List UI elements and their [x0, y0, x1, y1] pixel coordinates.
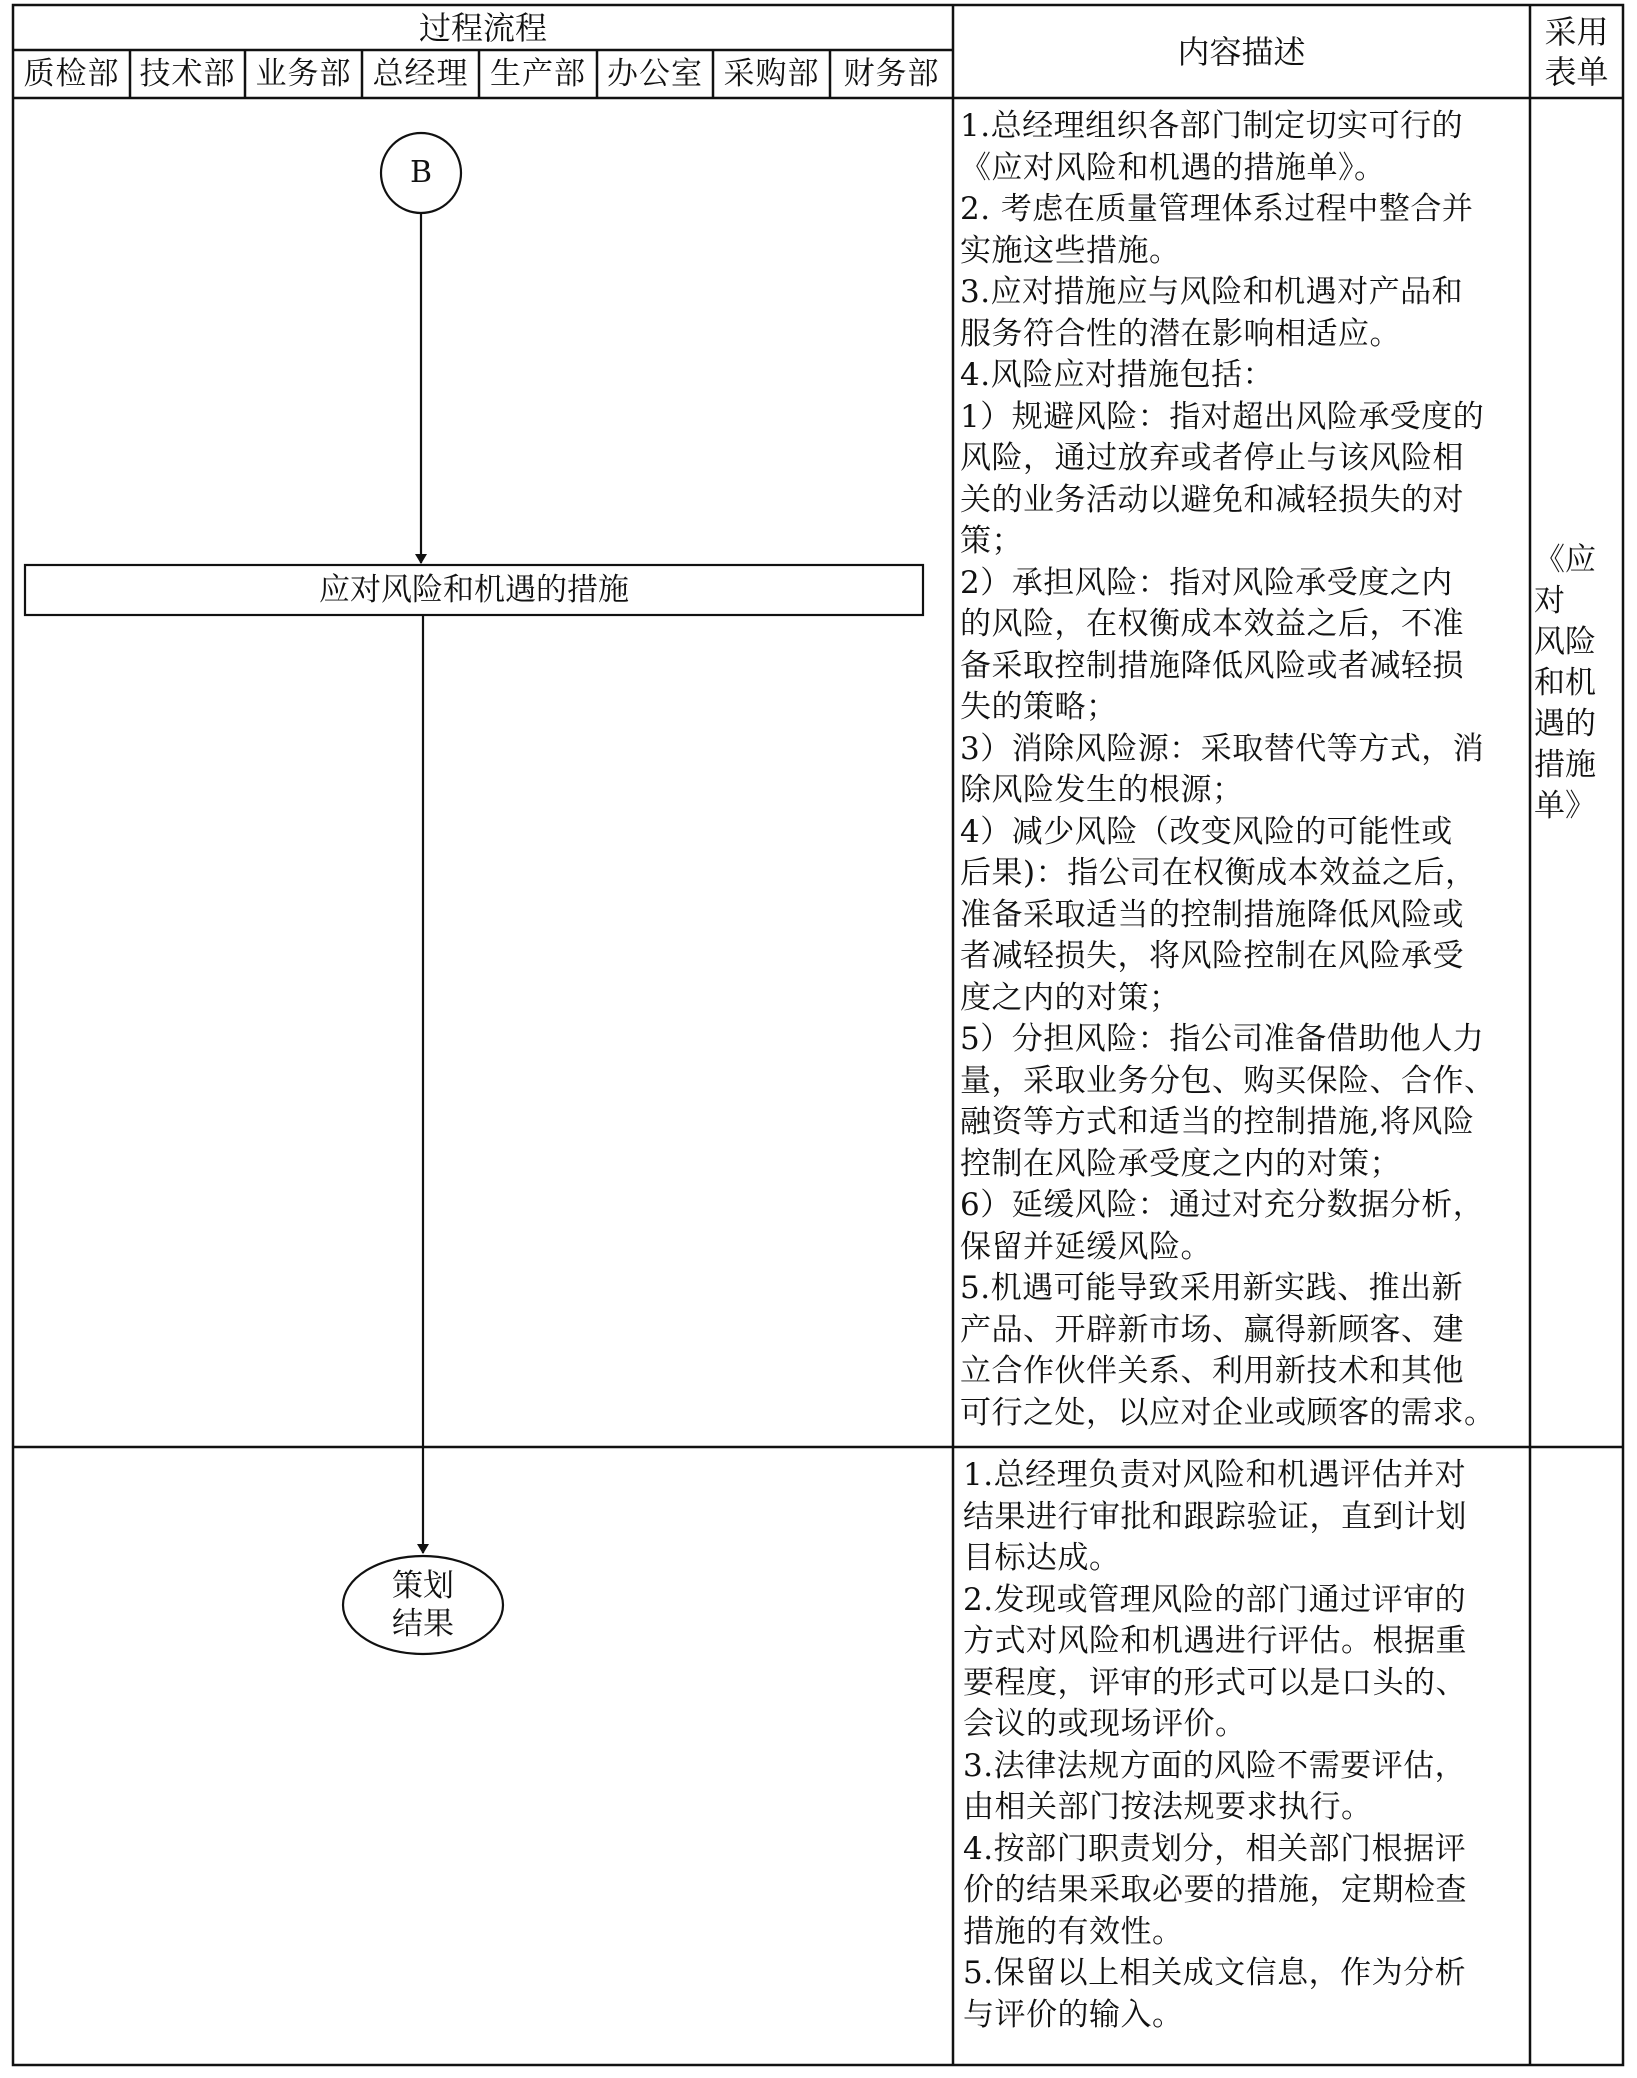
dept-procurement: 采购部	[723, 56, 820, 92]
process-box-label: 应对风险和机遇的措施	[319, 572, 629, 608]
description-row-2: 1.总经理负责对风险和机遇评估并对 结果进行审批和跟踪验证，直到计划 目标达成。 2.发现或管理风险的部门通过评审的 方式对风险和机遇进行评估。根据重 要程度，评审的形式可以是口头的、 会议的或现场评价。 3.法律法规方面的风险不需要评估， 由相关部门按法规要求执行。 4.按部门职责划分，相关部门根据评 价的结果采取必要的措施，定期检查 措施的有效性。 5.保留以上相关成文信息，作为分析 与评价的输入。	[963, 1457, 1467, 2033]
dept-technology: 技术部	[139, 56, 236, 92]
header-content-description: 内容描述	[1177, 32, 1306, 71]
end-node-label: 策划 结果	[392, 1568, 454, 1642]
dept-finance: 财务部	[843, 56, 940, 92]
description-row-1: 1.总经理组织各部门制定切实可行的 《应对风险和机遇的措施单》。 2. 考虑在质量管理体系过程中整合并 实施这些措施。 3.应对措施应与风险和机遇对产品和 服务符合性的潜在影响相适应。 4.风险应对措施包括： 1）规避风险：指对超出风险承受度的 风险，通过放弃或者停止与该风险相 关的业务活动以避免和减轻损失的对 策； 2）承担风险：指对风险承受度之内 的风险，在权衡成本效益之后，不准 备采取控制措施降低风险或者减轻损 失的策略； 3）消除风险源：采取替代等方式，消 除风险发生的根源； 4）减少风险（改变风险的可能性或 后果)：指公司在权衡成本效益之后， 准备采取适当的控制措施降低风险或 者减轻损失，将风险控制在风险承受 度之内的对策； 5）分担风险：指公司准备借助他人力 量，采取业务分包、购买保险、合作、 融资等方式和适当的控制措施,将风险 控制在风险承受度之内的对策； 6）延缓风险：通过对充分数据分析， 保留并延缓风险。 5.机遇可能导致采用新实践、推出新 产品、开辟新市场、赢得新顾客、建 立合作伙伴关系、利用新技术和其他 可行之处，以应对企业或顾客的需求。	[960, 108, 1496, 1431]
dept-business: 业务部	[255, 56, 352, 92]
header-process-flow: 过程流程	[418, 8, 547, 47]
dept-production: 生产部	[490, 56, 586, 92]
connector-b-label: B	[409, 155, 433, 190]
dept-office: 办公室	[607, 56, 703, 92]
dept-general-manager: 总经理	[372, 56, 469, 92]
dept-quality-inspection: 质检部	[23, 56, 120, 92]
form-row-1: 《应对 风险 和机 遇的 措施 单》	[1534, 542, 1596, 824]
header-forms-used: 采用 表单	[1544, 12, 1609, 91]
